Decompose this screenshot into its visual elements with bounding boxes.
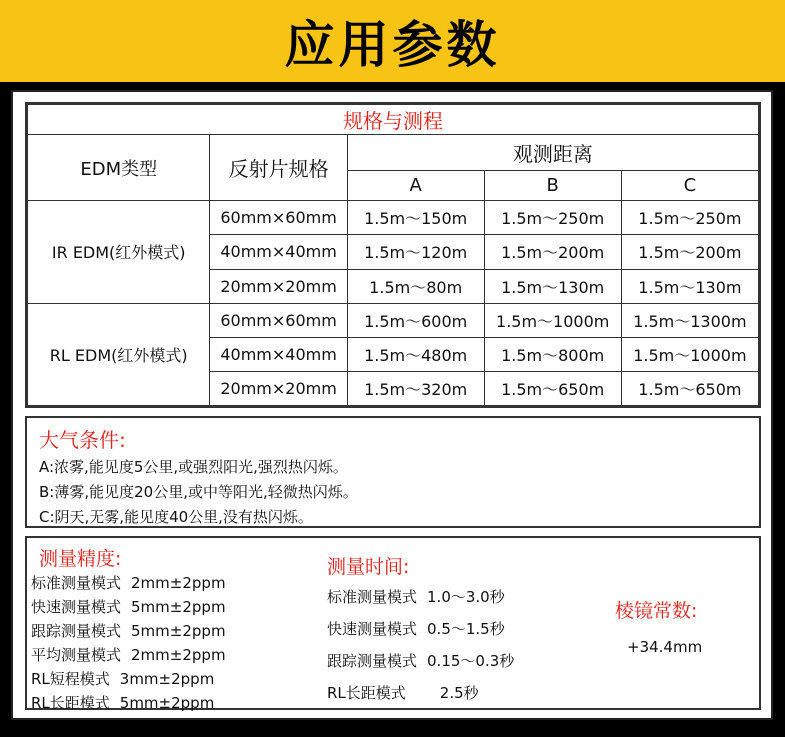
range-a: 1.5m～600m <box>347 303 484 337</box>
atmosphere-line-c: C:阴天,无雾,能见度40公里,没有热闪烁。 <box>39 508 313 526</box>
time-value: 2.5秒 <box>439 684 479 702</box>
accuracy-label: RL长距模式 <box>31 694 110 712</box>
col-c-header: C <box>621 171 758 201</box>
time-label: RL长距模式 <box>327 684 406 702</box>
accuracy-title: 测量精度: <box>39 548 122 570</box>
measurement-section <box>25 536 761 710</box>
time-value: 1.0～3.0秒 <box>427 588 505 606</box>
page-title: 应用参数 <box>284 16 501 74</box>
range-b: 1.5m～250m <box>484 201 621 235</box>
accuracy-item <box>31 572 226 593</box>
range-c: 1.5m～130m <box>621 269 758 303</box>
spec-table <box>27 104 759 406</box>
reflector-size: 60mm×60mm <box>210 303 347 337</box>
prism-title: 棱镜常数: <box>615 600 698 622</box>
prism-value: +34.4mm <box>627 638 703 656</box>
spec-caption: 规格与测程 <box>28 105 759 135</box>
time-value: 0.5～1.5秒 <box>427 620 505 638</box>
accuracy-item <box>31 596 226 617</box>
reflector-size: 20mm×20mm <box>210 269 347 303</box>
range-c: 1.5m～650m <box>621 371 758 405</box>
time-value: 0.15～0.3秒 <box>427 652 515 670</box>
reflector-size: 20mm×20mm <box>210 371 347 405</box>
accuracy-label: RL短程模式 <box>31 670 110 688</box>
accuracy-item <box>31 644 226 665</box>
col-distance-header: 观测距离 <box>347 135 758 171</box>
range-a: 1.5m～120m <box>347 235 484 269</box>
range-a: 1.5m～80m <box>347 269 484 303</box>
reflector-size: 40mm×40mm <box>210 337 347 371</box>
accuracy-label: 平均测量模式 <box>31 646 122 664</box>
edm-type-ir: IR EDM(红外模式) <box>28 201 210 303</box>
accuracy-value: 5mm±2ppm <box>131 598 226 616</box>
atmosphere-line-a: A:浓雾,能见度5公里,或强烈阳光,强烈热闪烁。 <box>39 458 348 476</box>
range-b: 1.5m～650m <box>484 371 621 405</box>
range-c: 1.5m～1300m <box>621 303 758 337</box>
col-a-header: A <box>347 171 484 201</box>
reflector-size: 60mm×60mm <box>210 201 347 235</box>
time-item <box>327 618 505 639</box>
atmosphere-section <box>25 416 761 528</box>
range-b: 1.5m～130m <box>484 269 621 303</box>
accuracy-item <box>31 620 226 641</box>
range-a: 1.5m～150m <box>347 201 484 235</box>
accuracy-value: 2mm±2ppm <box>131 646 226 664</box>
accuracy-value: 5mm±2ppm <box>119 694 215 712</box>
range-c: 1.5m～250m <box>621 201 758 235</box>
col-reflector-header: 反射片规格 <box>210 135 347 201</box>
accuracy-label: 跟踪测量模式 <box>31 622 122 640</box>
time-label: 快速测量模式 <box>327 620 418 638</box>
accuracy-item <box>31 668 214 689</box>
title-banner <box>0 0 785 82</box>
range-c: 1.5m～1000m <box>621 337 758 371</box>
atmosphere-title: 大气条件: <box>39 428 126 452</box>
time-title: 测量时间: <box>327 556 410 578</box>
time-label: 标准测量模式 <box>327 588 418 606</box>
edm-type-rl: RL EDM(红外模式) <box>28 303 210 405</box>
accuracy-label: 快速测量模式 <box>31 598 122 616</box>
atmosphere-line-b: B:薄雾,能见度20公里,或中等阳光,轻微热闪烁。 <box>39 483 358 501</box>
time-item <box>327 650 514 671</box>
range-c: 1.5m～200m <box>621 235 758 269</box>
range-b: 1.5m～800m <box>484 337 621 371</box>
spec-table-section <box>25 102 761 408</box>
range-a: 1.5m～480m <box>347 337 484 371</box>
accuracy-label: 标准测量模式 <box>31 574 122 592</box>
accuracy-item <box>31 692 214 713</box>
reflector-size: 40mm×40mm <box>210 235 347 269</box>
col-edm-header: EDM类型 <box>28 135 210 201</box>
accuracy-value: 3mm±2ppm <box>119 670 215 688</box>
time-label: 跟踪测量模式 <box>327 652 418 670</box>
time-item <box>327 682 479 703</box>
accuracy-value: 5mm±2ppm <box>131 622 226 640</box>
range-b: 1.5m～200m <box>484 235 621 269</box>
time-item <box>327 586 505 607</box>
accuracy-value: 2mm±2ppm <box>131 574 226 592</box>
range-a: 1.5m～320m <box>347 371 484 405</box>
col-b-header: B <box>484 171 621 201</box>
range-b: 1.5m～1000m <box>484 303 621 337</box>
spec-card <box>11 90 773 720</box>
